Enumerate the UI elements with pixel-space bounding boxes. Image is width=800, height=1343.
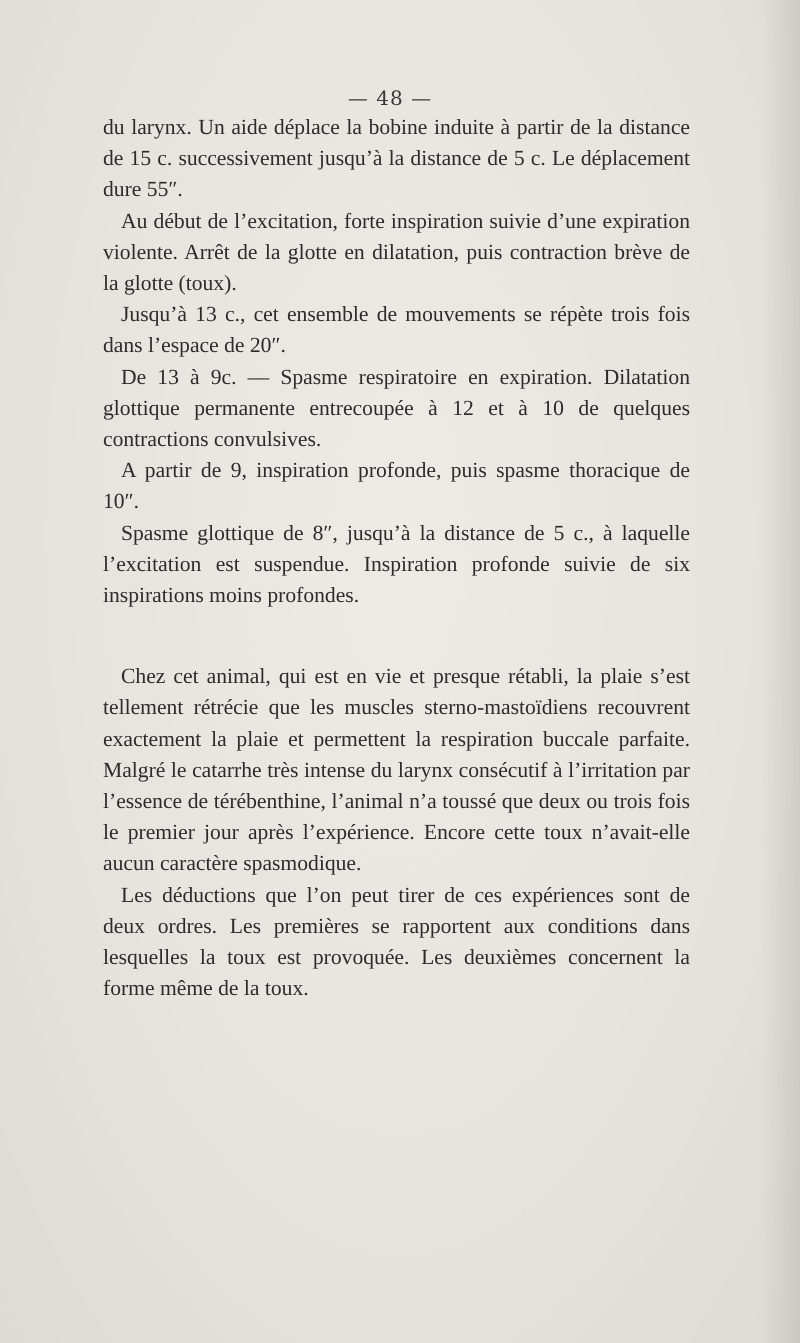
section-gap [103,611,690,661]
page-edge-shadow [760,0,800,1343]
paragraph-3: Jusqu’à 13 c., cet ensemble de mouvements se répète trois fois dans l’espace de 20″. [103,302,690,358]
paragraph-4: De 13 à 9c. — Spasme respiratoire en expiration. Dilatation glottique permanente entrecoupée à 12 et à 10 de quelques contractions convulsives. [103,364,690,452]
paragraph-2: Au début de l’excitation, forte inspiration suivie d’une expiration violente. Arrêt de la glotte en dilatation, puis contraction brève de la glotte (toux). [103,208,690,296]
paragraph-7: Chez cet animal, qui est en vie et presque rétabli, la plaie s’est tellement rétrécie que les muscles sterno-mastoïdiens recouvrent exactement la plaie et permettent la respiration buccale parfaite. Malgré le catarrhe très intense du larynx consécutif à l’irritation par l’essence de térébenthine, l’animal n’a toussé que deux ou trois fois le premier jour après l’expérience. Encore cette toux n’avait-elle aucun caractère spasmodique. [103,664,690,876]
paragraph-1: du larynx. Un aide déplace la bobine induite à partir de la distance de 15 c. successivement jusqu’à la distance de 5 c. Le déplacement dure 55″. [103,115,690,202]
page-number: — 48 — [347,86,433,110]
paragraph-6: Spasme glottique de 8″, jusqu’à la distance de 5 c., à laquelle l’excitation est suspendue. Inspiration profonde suivie de six inspirations moins profondes. [103,520,690,608]
paragraph-5: A partir de 9, inspiration profonde, puis spasme thoracique de 10″. [103,458,690,514]
paragraph-8: Les déductions que l’on peut tirer de ces expériences sont de deux ordres. Les premières se rapportent aux conditions dans lesquelles la toux est provoquée. Les deuxièmes concernent la forme même de la toux. [103,882,690,1001]
body-text [103,112,690,1004]
